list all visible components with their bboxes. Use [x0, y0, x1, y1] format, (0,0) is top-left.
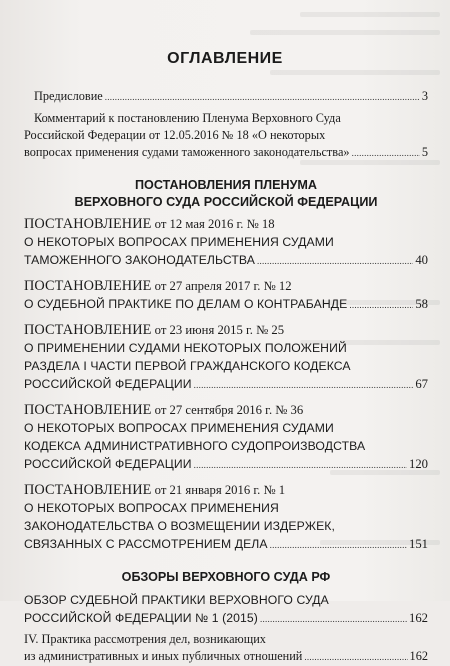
ruling-word: ПОСТАНОВЛЕНИЕ [24, 322, 152, 338]
ruling-date: от 21 января 2016 г. № 1 [151, 483, 286, 497]
entry-line: О НЕКОТОРЫХ ВОПРОСАХ ПРИМЕНЕНИЯ СУДАМИ [24, 421, 334, 435]
page-number: 120 [408, 457, 428, 471]
ruling-date: от 27 сентября 2016 г. № 36 [151, 403, 304, 417]
page-number: 58 [415, 297, 428, 311]
entry-line: РОССИЙСКОЙ ФЕДЕРАЦИИ № 1 (2015) [24, 611, 258, 625]
entry-line: Комментарий к постановлению Пленума Верховного Суда [34, 111, 341, 125]
toc-entry-review-2015[interactable] [24, 591, 428, 628]
toc-entry-ruling-12[interactable] [24, 277, 428, 314]
entry-line: РАЗДЕЛА I ЧАСТИ ПЕРВОЙ ГРАЖДАНСКОГО КОДЕКСА [24, 359, 351, 373]
entry-line: РОССИЙСКОЙ ФЕДЕРАЦИИ [24, 457, 192, 471]
toc-entry-ruling-18[interactable] [24, 215, 428, 270]
leader-dots [257, 251, 413, 270]
entry-line: О СУДЕБНОЙ ПРАКТИКЕ ПО ДЕЛАМ О КОНТРАБАНДЕ [24, 297, 348, 311]
toc-title: ОГЛАВЛЕНИЕ [167, 50, 283, 67]
entry-line: ТАМОЖЕННОГО ЗАКОНОДАТЕЛЬСТВА [24, 253, 255, 267]
ruling-word: ПОСТАНОВЛЕНИЕ [24, 216, 152, 232]
entry-line: О НЕКОТОРЫХ ВОПРОСАХ ПРИМЕНЕНИЯ СУДАМИ [24, 235, 334, 249]
page-number: 162 [409, 649, 428, 663]
toc-entry-ruling-25[interactable] [24, 321, 428, 394]
entry-line: О НЕКОТОРЫХ ВОПРОСАХ ПРИМЕНЕНИЯ [24, 501, 279, 515]
toc-entry-review-part-iv[interactable] [24, 631, 428, 666]
entry-line: СВЯЗАННЫХ С РАССМОТРЕНИЕМ ДЕЛА [24, 537, 268, 551]
entry-line: КОДЕКСА АДМИНИСТРАТИВНОГО СУДОПРОИЗВОДСТВА [24, 439, 366, 453]
page-number: 40 [415, 253, 428, 267]
ruling-date: от 23 июня 2015 г. № 25 [151, 323, 285, 337]
leader-dots [270, 535, 407, 554]
heading-line: ПОСТАНОВЛЕНИЯ ПЛЕНУМА [134, 178, 318, 192]
leader-dots [194, 375, 414, 394]
page-number: 3 [421, 89, 428, 103]
ruling-word: ПОСТАНОВЛЕНИЕ [24, 402, 152, 418]
ruling-word: ПОСТАНОВЛЕНИЕ [24, 278, 152, 294]
entry-title: Предисловие [34, 89, 103, 103]
page-number: 5 [421, 145, 428, 159]
section-heading-reviews: ОБЗОРЫ ВЕРХОВНОГО СУДА РФ [121, 570, 331, 584]
page-number: 67 [415, 377, 428, 391]
toc-content [24, 88, 428, 666]
toc-entry-commentary[interactable] [24, 110, 428, 162]
leader-dots [349, 295, 413, 314]
leader-dots [304, 648, 407, 666]
toc-entry-ruling-36[interactable] [24, 401, 428, 474]
page-number: 151 [408, 537, 428, 551]
toc-entry-ruling-1[interactable] [24, 481, 428, 554]
entry-line: из административных и иных публичных отношений [24, 649, 303, 663]
entry-line: Российской Федерации от 12.05.2016 № 18 «О некоторых [24, 128, 326, 142]
entry-line: вопросах применения судами таможенного законодательства» [24, 145, 350, 159]
entry-line: ОБЗОР СУДЕБНОЙ ПРАКТИКИ ВЕРХОВНОГО СУДА [24, 593, 329, 607]
section-heading-plenum [24, 177, 428, 211]
entry-line: РОССИЙСКОЙ ФЕДЕРАЦИИ [24, 377, 192, 391]
ruling-date: от 12 мая 2016 г. № 18 [151, 217, 275, 231]
ruling-date: от 27 апреля 2017 г. № 12 [151, 279, 292, 293]
leader-dots [260, 609, 407, 628]
leader-dots [352, 144, 420, 162]
entry-line: О ПРИМЕНЕНИИ СУДАМИ НЕКОТОРЫХ ПОЛОЖЕНИЙ [24, 341, 347, 355]
entry-line: ЗАКОНОДАТЕЛЬСТВА О ВОЗМЕЩЕНИИ ИЗДЕРЖЕК, [24, 519, 335, 533]
leader-dots [105, 88, 420, 106]
entry-line: IV. Практика рассмотрения дел, возникающих [24, 632, 266, 646]
heading-line: ВЕРХОВНОГО СУДА РОССИЙСКОЙ ФЕДЕРАЦИИ [74, 195, 378, 209]
leader-dots [194, 455, 407, 474]
ruling-word: ПОСТАНОВЛЕНИЕ [24, 482, 152, 498]
toc-entry-preface[interactable] [24, 88, 428, 106]
page-number: 162 [408, 611, 428, 625]
